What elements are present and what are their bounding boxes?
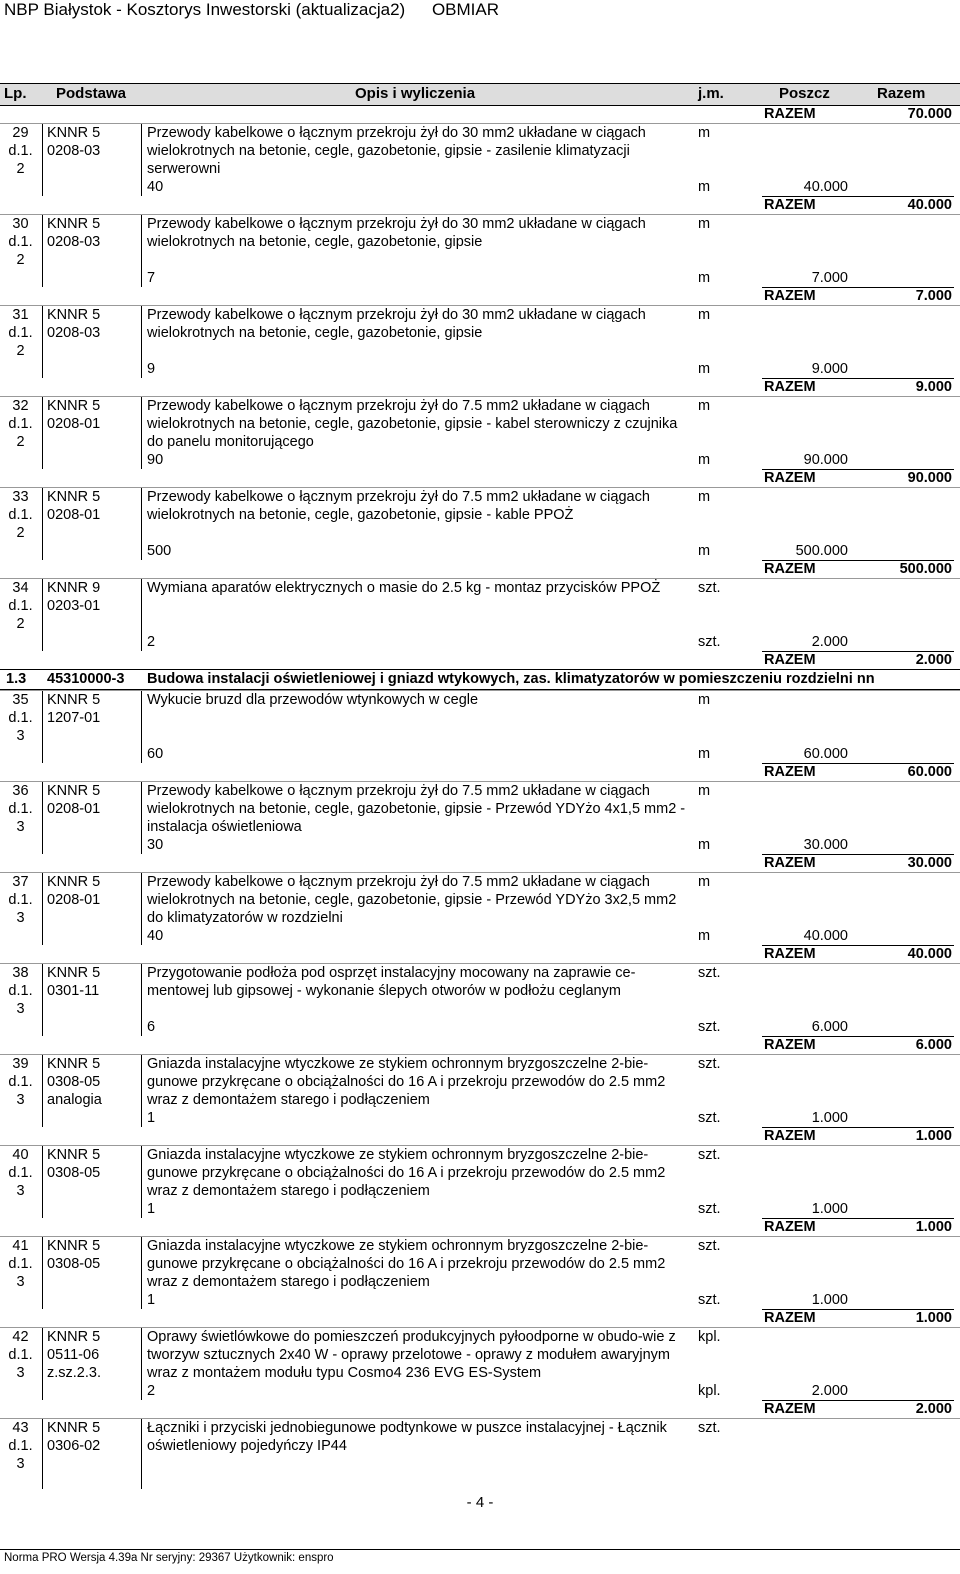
item-basis-line: KNNR 5 [47,692,101,708]
item-lp-line: d.1. [8,1256,33,1272]
item-basis-line: KNNR 5 [47,307,101,323]
item-calc-unit: kpl. [698,1383,721,1399]
table-row [0,1054,960,1127]
measurement-table [0,105,960,1489]
document-type: OBMIAR [431,0,500,19]
razem-row [0,1309,960,1327]
item-lp-line: 35 [12,692,29,708]
col-divider [141,873,142,945]
col-divider [141,782,142,854]
razem-label: RAZEM [764,288,816,304]
item-calc-unit: m [698,746,711,762]
item-basis-line: KNNR 5 [47,965,101,981]
razem-row [0,196,960,214]
item-basis-line: 1207-01 [47,710,101,726]
item-unit: szt. [698,1147,721,1163]
item-subtotal: 40.000 [803,179,848,195]
item-basis-line: KNNR 5 [47,1420,101,1436]
col-divider [42,691,43,763]
item-unit: m [698,489,711,505]
table-row [0,305,960,378]
item-calc: 60 [147,746,164,762]
razem-row [0,854,960,872]
item-basis-line: KNNR 5 [47,1056,101,1072]
item-lp-line: d.1. [8,507,33,523]
item-basis [47,691,100,727]
razem-value: 1.000 [915,1128,952,1144]
item-calc-unit: szt. [698,1110,721,1126]
razem-label: RAZEM [764,652,816,668]
item-basis-line: analogia [47,1092,102,1108]
item-basis-line: 0208-01 [47,416,101,432]
item-lp-line: 39 [12,1056,29,1072]
col-divider [42,579,43,651]
item-lp [0,964,41,1018]
col-divider [141,124,142,196]
item-calc: 2 [147,1383,156,1399]
item-unit: m [698,398,711,414]
table-row [0,963,960,1036]
item-basis-line: 0308-05 [47,1165,101,1181]
item-calc-unit: szt. [698,1019,721,1035]
table-row [0,1327,960,1400]
item-calc: 1 [147,1201,156,1217]
col-divider [42,124,43,196]
item-basis-line: z.sz.2.3. [47,1365,101,1381]
item-calc: 40 [147,928,164,944]
item-lp-line: 3 [16,1274,25,1290]
item-lp [0,873,41,927]
razem-value: 40.000 [907,946,952,962]
document-header [4,0,499,20]
item-lp-line: 3 [16,1001,25,1017]
item-unit: m [698,692,711,708]
razem-label: RAZEM [764,855,816,871]
table-row [0,123,960,196]
item-basis-line: KNNR 9 [47,580,101,596]
col-divider [141,1419,142,1489]
item-lp [0,1237,41,1291]
item-calc: 30 [147,837,164,853]
item-lp-line: d.1. [8,598,33,614]
item-basis-line: KNNR 5 [47,874,101,890]
item-basis [47,782,100,818]
item-subtotal: 6.000 [811,1019,848,1035]
item-subtotal: 40.000 [803,928,848,944]
razem-label: RAZEM [764,946,816,962]
item-lp-line: 3 [16,910,25,926]
table-row [0,1236,960,1309]
col-opis: Opis i wyliczenia [355,85,476,102]
item-calc-unit: m [698,270,711,286]
item-description: Gniazda instalacyjne wtyczkowe ze stykiem ochronnym bryzgoszczelne 2-bie-gunowe przykręcane o obciążalności do 16 A i przekroju przewodów do 2.5 mm2 wraz z demontażem starego i podłączeniem [147,1147,666,1199]
table-row [0,1418,960,1489]
col-divider [141,579,142,651]
item-basis [47,124,100,160]
razem-row [0,378,960,396]
item-lp-line: d.1. [8,1438,33,1454]
item-description: Przewody kabelkowe o łącznym przekroju żył do 30 mm2 układane w ciągach wielokrotnych na betonie, cegle, gazobetonie, gipsie [147,216,646,250]
item-lp-line: 3 [16,1183,25,1199]
item-basis-line: KNNR 5 [47,216,101,232]
col-divider [141,215,142,287]
item-lp-line: 29 [12,125,29,141]
item-unit: m [698,307,711,323]
column-header-bar [0,83,960,106]
item-description: Przewody kabelkowe o łącznym przekroju żył do 30 mm2 układane w ciągach wielokrotnych na betonie, cegle, gazobetonie, gipsie - zasilenie klimatyzacji serwerowni [147,125,646,177]
item-description: Przewody kabelkowe o łącznym przekroju żył do 7.5 mm2 układane w ciągach wielokrotnych na betonie, cegle, gazobetonie, gipsie - Przewód YDYżo 4x1,5 mm2 - instalacja oświetleniowa [147,783,686,835]
razem-value: 7.000 [915,288,952,304]
col-divider [141,964,142,1036]
item-unit: szt. [698,1056,721,1072]
item-unit: m [698,874,711,890]
table-row [0,214,960,287]
item-lp-line: 37 [12,874,29,890]
razem-value: 30.000 [907,855,952,871]
item-lp-line: d.1. [8,1074,33,1090]
item-unit: szt. [698,1238,721,1254]
col-divider [141,1055,142,1127]
col-divider [141,1146,142,1218]
item-lp-line: 2 [16,434,25,450]
item-basis [47,215,100,251]
razem-label: RAZEM [764,561,816,577]
item-lp-line: d.1. [8,801,33,817]
item-lp-line: 31 [12,307,29,323]
item-description: Wykucie bruzd dla przewodów wtynkowych w cegle [147,692,479,708]
item-lp-line: 41 [12,1238,29,1254]
item-unit: m [698,216,711,232]
razem-row [0,287,960,305]
col-divider [141,1328,142,1400]
col-divider [42,397,43,469]
item-lp-line: 40 [12,1147,29,1163]
item-lp-line: 2 [16,252,25,268]
razem-value: 9.000 [915,379,952,395]
item-lp-line: d.1. [8,143,33,159]
item-lp-line: d.1. [8,1347,33,1363]
item-calc: 500 [147,543,172,559]
item-lp-line: 3 [16,1365,25,1381]
item-basis-line: 0208-01 [47,892,101,908]
table-row [0,872,960,945]
item-subtotal: 500.000 [795,543,848,559]
item-basis [47,397,100,433]
item-basis-line: 0208-03 [47,325,101,341]
item-subtotal: 1.000 [811,1201,848,1217]
razem-row [0,763,960,781]
item-basis [47,1328,101,1382]
item-subtotal: 60.000 [803,746,848,762]
col-divider [42,1419,43,1489]
item-description: Przewody kabelkowe o łącznym przekroju żył do 7.5 mm2 układane w ciągach wielokrotnych na betonie, cegle, gazobetonie, gipsie - Przewód YDYżo 3x2,5 mm2 do klimatyzatorów w rozdzielni [147,874,677,926]
razem-label: RAZEM [764,1401,816,1417]
item-basis [47,306,100,342]
item-basis [47,1419,100,1455]
item-subtotal: 2.000 [811,634,848,650]
razem-row [0,1127,960,1145]
item-calc: 90 [147,452,164,468]
col-podstawa: Podstawa [56,85,127,102]
item-lp-line: 3 [16,728,25,744]
item-lp-line: d.1. [8,416,33,432]
razem-label: RAZEM [764,470,816,486]
item-basis-line: 0511-06 [47,1347,100,1363]
item-lp-line: 2 [16,525,25,541]
item-description: Gniazda instalacyjne wtyczkowe ze stykiem ochronnym bryzgoszczelne 2-bie-gunowe przykręcane o obciążalności do 16 A i przekroju przewodów do 2.5 mm2 wraz z demontażem starego i podłączeniem [147,1238,666,1290]
item-lp [0,782,41,836]
col-divider [42,215,43,287]
section-header [0,669,960,690]
razem-row [0,560,960,578]
razem-value: 2.000 [915,652,952,668]
item-calc-unit: m [698,928,711,944]
item-description: Przygotowanie podłoża pod osprzęt instalacyjny mocowany na zaprawie ce-mentowej lub gipsowej - wykonanie ślepych otworów w podłożu ceglanym [147,965,636,999]
item-calc: 6 [147,1019,156,1035]
item-lp-line: 38 [12,965,29,981]
razem-label: RAZEM [764,197,816,213]
item-basis-line: KNNR 5 [47,1238,101,1254]
razem-label: RAZEM [764,1310,816,1326]
col-divider [141,691,142,763]
table-row [0,1145,960,1218]
razem-value: 40.000 [907,197,952,213]
razem-row [0,469,960,487]
razem-value: 90.000 [907,470,952,486]
col-divider [141,306,142,378]
item-calc: 40 [147,179,164,195]
col-divider [42,873,43,945]
item-lp-line: 33 [12,489,29,505]
col-jm: j.m. [698,85,724,102]
item-subtotal: 7.000 [811,270,848,286]
item-calc-unit: m [698,543,711,559]
item-basis [47,1237,100,1273]
item-lp [0,1055,41,1109]
item-lp-line: 43 [12,1420,29,1436]
col-divider [141,1237,142,1309]
razem-label: RAZEM [764,1219,816,1235]
item-basis-line: 0208-03 [47,234,101,250]
item-basis-line: 0308-05 [47,1256,101,1272]
footer-info: Norma PRO Wersja 4.39a Nr seryjny: 29367 Użytkownik: enspro [4,1552,334,1564]
item-basis-line: KNNR 5 [47,783,101,799]
item-basis-line: 0308-05 [47,1074,101,1090]
razem-label: RAZEM [764,379,816,395]
item-calc: 9 [147,361,156,377]
item-unit: m [698,125,711,141]
item-lp-line: 3 [16,819,25,835]
item-lp-line: 32 [12,398,29,414]
razem-value: 2.000 [915,1401,952,1417]
razem-value: 500.000 [899,561,952,577]
item-basis-line: 0208-01 [47,507,101,523]
item-lp-line: d.1. [8,710,33,726]
item-basis [47,579,100,615]
item-basis-line: 0208-03 [47,143,101,159]
item-subtotal: 30.000 [803,837,848,853]
razem-value: 70.000 [907,106,952,122]
col-divider [42,964,43,1036]
item-unit: m [698,783,711,799]
item-lp-line: d.1. [8,234,33,250]
col-razem: Razem [877,85,926,102]
section-code: 45310000-3 [47,671,125,687]
col-divider [42,1328,43,1400]
item-lp [0,1328,41,1382]
razem-row [0,1400,960,1418]
item-calc-unit: szt. [698,1201,721,1217]
item-unit: kpl. [698,1329,721,1345]
document-title: NBP Białystok - Kosztorys Inwestorski (aktualizacja2) [4,0,406,19]
item-lp-line: 36 [12,783,29,799]
razem-label: RAZEM [764,1037,816,1053]
item-description: Przewody kabelkowe o łącznym przekroju żył do 7.5 mm2 układane w ciągach wielokrotnych na betonie, cegle, gazobetonie, gipsie - kable PPOŻ [147,489,650,523]
item-basis-line: KNNR 5 [47,1329,101,1345]
section-number: 1.3 [6,671,27,687]
item-unit: szt. [698,965,721,981]
item-calc: 1 [147,1110,156,1126]
col-divider [42,1146,43,1218]
item-lp-line: 2 [16,616,25,632]
item-lp-line: 2 [16,161,25,177]
item-lp [0,488,41,542]
item-basis-line: 0301-11 [47,983,100,999]
item-basis-line: 0306-02 [47,1438,101,1454]
razem-row [0,651,960,669]
item-basis [47,873,100,909]
item-basis-line: KNNR 5 [47,1147,101,1163]
footer-divider [0,1549,960,1550]
item-calc-unit: m [698,837,711,853]
razem-row [0,1218,960,1236]
item-subtotal: 1.000 [811,1292,848,1308]
table-row [0,578,960,651]
col-divider [42,488,43,560]
item-lp-line: d.1. [8,892,33,908]
item-description: Łączniki i przyciski jednobiegunowe podtynkowe w puszce instalacyjnej - Łącznik oświetleniowy pojedyńczy IP44 [147,1420,667,1454]
item-lp [0,397,41,451]
table-row [0,690,960,763]
razem-label: RAZEM [764,1128,816,1144]
item-lp-line: d.1. [8,325,33,341]
item-basis-line: KNNR 5 [47,398,101,414]
item-basis [47,1055,102,1109]
item-lp-line: 3 [16,1092,25,1108]
item-calc: 7 [147,270,156,286]
item-lp [0,579,41,633]
item-description: Przewody kabelkowe o łącznym przekroju żył do 7.5 mm2 układane w ciągach wielokrotnych na betonie, cegle, gazobetonie, gipsie - kabel sterowniczy z czujnika do panelu monitorującego [147,398,678,450]
item-lp-line: d.1. [8,983,33,999]
item-subtotal: 1.000 [811,1110,848,1126]
item-lp-line: 3 [16,1456,25,1472]
razem-row [0,105,960,123]
col-lp: Lp. [4,85,27,102]
item-subtotal: 2.000 [811,1383,848,1399]
item-lp-line: 34 [12,580,29,596]
item-lp-line: 2 [16,343,25,359]
item-calc-unit: szt. [698,1292,721,1308]
col-divider [42,1237,43,1309]
item-basis [47,488,100,524]
col-divider [42,782,43,854]
item-basis [47,1146,100,1182]
razem-label: RAZEM [764,106,816,122]
razem-value: 6.000 [915,1037,952,1053]
col-divider [42,306,43,378]
item-subtotal: 90.000 [803,452,848,468]
item-calc-unit: m [698,179,711,195]
item-lp [0,1419,41,1473]
col-poszcz: Poszcz [779,85,830,102]
item-lp-line: 30 [12,216,29,232]
item-basis-line: KNNR 5 [47,489,101,505]
page-number: - 4 - [466,1494,494,1511]
item-description: Oprawy świetlówkowe do pomieszczeń produkcyjnych pyłoodporne w obudo-wie z tworzyw sztucznych 2x40 W - oprawy przelotowe - oprawy z modułem awaryjnym wraz z montażem modułu typu Cosmo4 236 EVG ES-System [147,1329,676,1381]
item-lp [0,215,41,269]
item-calc: 1 [147,1292,156,1308]
item-description: Wymiana aparatów elektrycznych o masie do 2.5 kg - montaz przycisków PPOŻ [147,580,661,596]
item-calc-unit: m [698,452,711,468]
item-calc-unit: szt. [698,634,721,650]
table-row [0,487,960,560]
item-basis [47,964,100,1000]
item-description: Przewody kabelkowe o łącznym przekroju żył do 30 mm2 układane w ciągach wielokrotnych na betonie, cegle, gazobetonie, gipsie [147,307,646,341]
col-divider [141,488,142,560]
item-description: Gniazda instalacyjne wtyczkowe ze stykiem ochronnym bryzgoszczelne 2-bie-gunowe przykręcane o obciążalności do 16 A i przekroju przewodów do 2.5 mm2 wraz z demontażem starego i podłączeniem [147,1056,666,1108]
col-divider [42,1055,43,1127]
razem-value: 1.000 [915,1219,952,1235]
table-row [0,781,960,854]
item-lp [0,306,41,360]
item-basis-line: KNNR 5 [47,125,101,141]
table-row [0,396,960,469]
item-lp [0,124,41,178]
item-lp [0,691,41,745]
col-divider [141,397,142,469]
item-lp [0,1146,41,1200]
item-basis-line: 0203-01 [47,598,101,614]
razem-value: 1.000 [915,1310,952,1326]
item-calc: 2 [147,634,156,650]
razem-row [0,1036,960,1054]
razem-row [0,945,960,963]
item-calc-unit: m [698,361,711,377]
item-unit: szt. [698,1420,721,1436]
razem-value: 60.000 [907,764,952,780]
item-basis-line: 0208-01 [47,801,101,817]
razem-label: RAZEM [764,764,816,780]
item-lp-line: 42 [12,1329,29,1345]
item-lp-line: d.1. [8,1165,33,1181]
item-subtotal: 9.000 [811,361,848,377]
item-unit: szt. [698,580,721,596]
section-title: Budowa instalacji oświetleniowej i gniazd wtykowych, zas. klimatyzatorów w pomieszczeniu rozdzielni nn [147,671,875,687]
